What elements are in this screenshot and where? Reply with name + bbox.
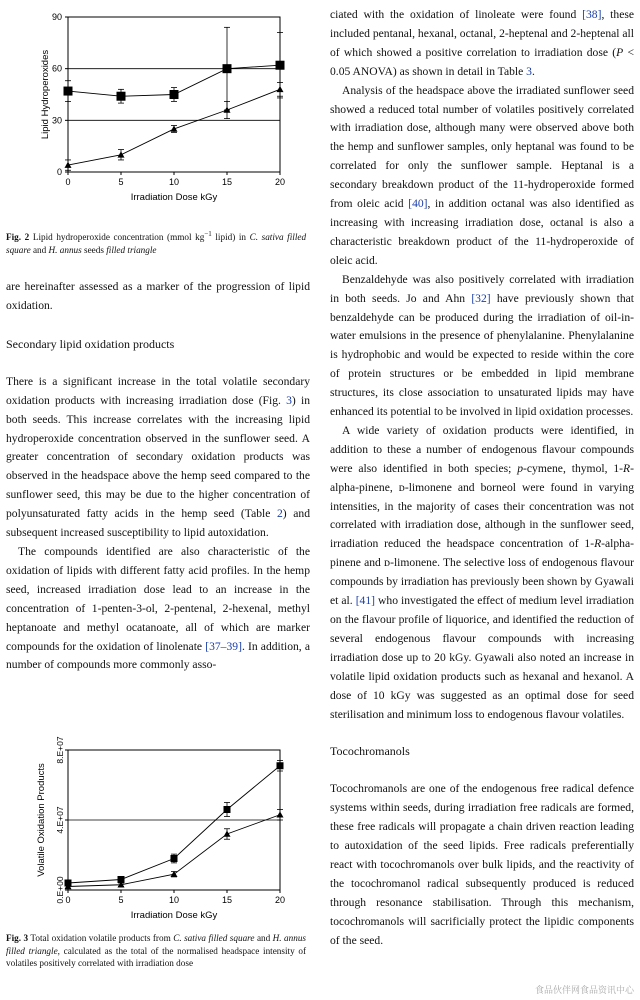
- series-0-point-1: [117, 92, 126, 101]
- paragraph-linoleate: ciated with the oxidation of linoleate were found [38], these included pentanal, hexanal, octanal, 2-heptenal and 2-heptenal all of which showed a positive correlation to irradiation dose (P < 0.05 ANOVA) as shown in detail in Table 3.: [330, 8, 634, 78]
- paragraph-benzaldehyde: Benzaldehyde was also positively correlated with irradiation in both seeds. Jo and Ahn [32] have previously shown that benzaldehyde can be produced during the irradiation of oil-in-water emulsions in the presence of phenylalanine. Phenylalanine is hydrophobic and would be expected to reside within the core of protein structures or be embedded in lipid membrane structures, its close association to unsaturated lipids may have enhanced its potential to be involved in lipid oxidation processes.: [330, 272, 634, 419]
- ref-32[interactable]: [32]: [471, 291, 491, 305]
- y-tick-label-2: 60: [51, 63, 62, 74]
- series-0-point-3: [224, 806, 231, 813]
- series-0-line: [68, 766, 280, 883]
- right-column: [330, 0, 634, 951]
- ref-table2[interactable]: 2: [276, 507, 283, 521]
- figure-2-chart: [6, 2, 310, 203]
- paragraph-sunflower-headspace: Analysis of the headspace above the irradiated sunflower seed showed a reduced total number of volatiles positively correlated with irradiation dose, although many were observed above both the hemp and sunflower samples, only heptanal was found to be correlated for only the sunflower sample. Heptanal is a secondary breakdown product of the 11-hydroperoxide formed from oleic acid [40], in addition octanal was also identified as increasing with increasing irradiation dose, octanal is also a characteristic breakdown product of the 11-hydroperoxide of oleic acid.: [330, 83, 635, 267]
- paragraph-secondary-2: The compounds identified are also characteristic of the oxidation of lipids with different fatty acid profiles. In the hemp seed, increased irradiation dose lead to an increase in the concentration of 1-penten-3-ol, 2-pentenal, 2-hexenal, methyl heptanoate and methyl ocatanoate, all of which are marker compounds for the oxidation of linolenate [37–39]. In addition, a number of compounds more commonly asso-: [6, 544, 310, 672]
- paragraph-secondary-1: There is a significant increase in the total volatile secondary oxidation products with increasing irradiation dose (Fig. 3) in both seeds. This increase correlates with the increasing lipid hydroperoxide concentration observed in the sunflower seed. A greater concentration of secondary oxidation products was observed in the headspace above the hemp seed compared to the sunflower seed, this may be due to the higher concentration of polyunsaturated fatty acids in the hemp seed (Table 2) and subsequent increased susceptibility to lipid autoxidation.: [6, 374, 310, 540]
- figure-2-caption: Fig. 2 Lipid hydroperoxide concentration (mmol $kg^{-1}$ lipid) in C. sativa filled square and H. annus seeds filled triangle: [6, 230, 307, 255]
- x-tick-label-1: 5: [118, 895, 124, 905]
- series-0-point-4: [277, 762, 284, 769]
- x-axis-label: Irradiation Dose kGy: [130, 192, 218, 203]
- x-tick-label-4: 20: [274, 895, 286, 905]
- paragraph-tocochromanols: Tocochromanols are one of the endogenous free radical defence systems within seeds, during irradiation free radicals are formed, these free radicals will propagate a chain driven reaction leading to autoxidation of the seed lipids. Free radicals preferentially react with tocochromanols over bulk lipids, and the reactivity of the tocochromanol radical subsequently produced is reduced through resonance stabilisation. Through this mechanism, tocochromanols will sacrificially protect the lipidic components of the seed.: [330, 782, 634, 947]
- series-1-point-4: [277, 811, 284, 817]
- x-tick-label-2: 10: [168, 177, 180, 187]
- series-1-point-2: [171, 125, 178, 131]
- y-tick-label-0: 0: [56, 167, 62, 177]
- section-heading-secondary: Secondary lipid oxidation products: [6, 336, 175, 351]
- series-1-point-1: [118, 151, 125, 157]
- series-0-point-3: [223, 64, 232, 73]
- figure-2-label: Fig. 2: [6, 232, 30, 243]
- ref-fig3[interactable]: 3: [286, 393, 292, 407]
- y-tick-label-0: 0.E+00: [55, 876, 65, 904]
- x-tick-label-2: 10: [168, 895, 180, 905]
- ref-41[interactable]: [41]: [355, 594, 376, 608]
- series-0-point-0: [64, 87, 73, 96]
- y-tick-label-1: 30: [51, 115, 62, 126]
- y-axis-label: Lipid Hydroperoxides: [40, 49, 51, 140]
- paragraph-continuation: are hereinafter assessed as a marker of the progression of lipid oxidation.: [6, 280, 310, 312]
- series-0-point-2: [170, 90, 179, 99]
- x-axis-label: Irradiation Dose kGy: [130, 910, 218, 921]
- left-body-top: [6, 278, 310, 675]
- x-tick-label-0: 0: [65, 177, 71, 187]
- series-0-point-4: [276, 61, 285, 70]
- watermark: 食品伙伴网食品资讯中心: [534, 986, 634, 996]
- ref-40[interactable]: [40]: [408, 197, 428, 211]
- ref-38[interactable]: [38]: [582, 8, 602, 21]
- figure-3-label: Fig. 3: [6, 933, 29, 943]
- y-tick-label-3: 90: [51, 12, 62, 22]
- x-tick-label-0: 0: [65, 895, 71, 905]
- ref-37-39[interactable]: [37–39]: [205, 639, 242, 653]
- ref-table3[interactable]: 3: [526, 64, 532, 78]
- series-1-point-3: [224, 831, 231, 837]
- x-tick-label-3: 15: [221, 895, 233, 905]
- paragraph-flavour-compounds: A wide variety of oxidation products were identified, in addition to these a number of endogenous flavour compounds were also identified in both species; p-cymene, thymol, 1-R-alpha-pinene, ᴅ-limonene and borneol were found in varying intensities, in the majority of cases their concentration was not correlated with irradiation dose, although in the sunflower seed, irradiation reduced the headspace concentration of 1-R-alpha-pinene and ᴅ-limonene. The selective loss of endogenous flavour compounds by irradiation has previously been shown by Gyawali et al. [41] who investigated the effect of medium level irradiation on the flavour profile of liquorice, and identified the reduction of several endogenous flavour compounds with increasing irradiation dose up to 20 kGy. Gyawali also noted an increase in volatile lipid oxidation products such as hexanal and hexanol. A dose of 10 kGy was suggested as an optimal dose for seed sterilisation and minimum loss to endogenous flavour volatiles.: [330, 423, 634, 721]
- x-tick-label-4: 20: [274, 177, 286, 187]
- x-tick-label-3: 15: [221, 177, 233, 187]
- y-tick-label-1: 4.E+07: [55, 806, 65, 834]
- series-1-point-4: [277, 86, 284, 92]
- x-tick-label-1: 5: [118, 177, 124, 187]
- y-axis-label: Volatile Oxidation Products: [36, 763, 47, 877]
- figure-3-caption: Fig. 3 Total oxidation volatile products from C. sativa filled square and H. annus filled triangle, calculated as the total of the normalised headspace intensity of volatiles positively correlated with irradiation dose: [6, 933, 307, 968]
- section-heading-tocochromanols: Tocochromanols: [330, 744, 410, 759]
- y-tick-label-2: 8.E+07: [55, 736, 65, 764]
- figure-3-chart: [6, 736, 310, 921]
- series-0-point-2: [171, 855, 178, 862]
